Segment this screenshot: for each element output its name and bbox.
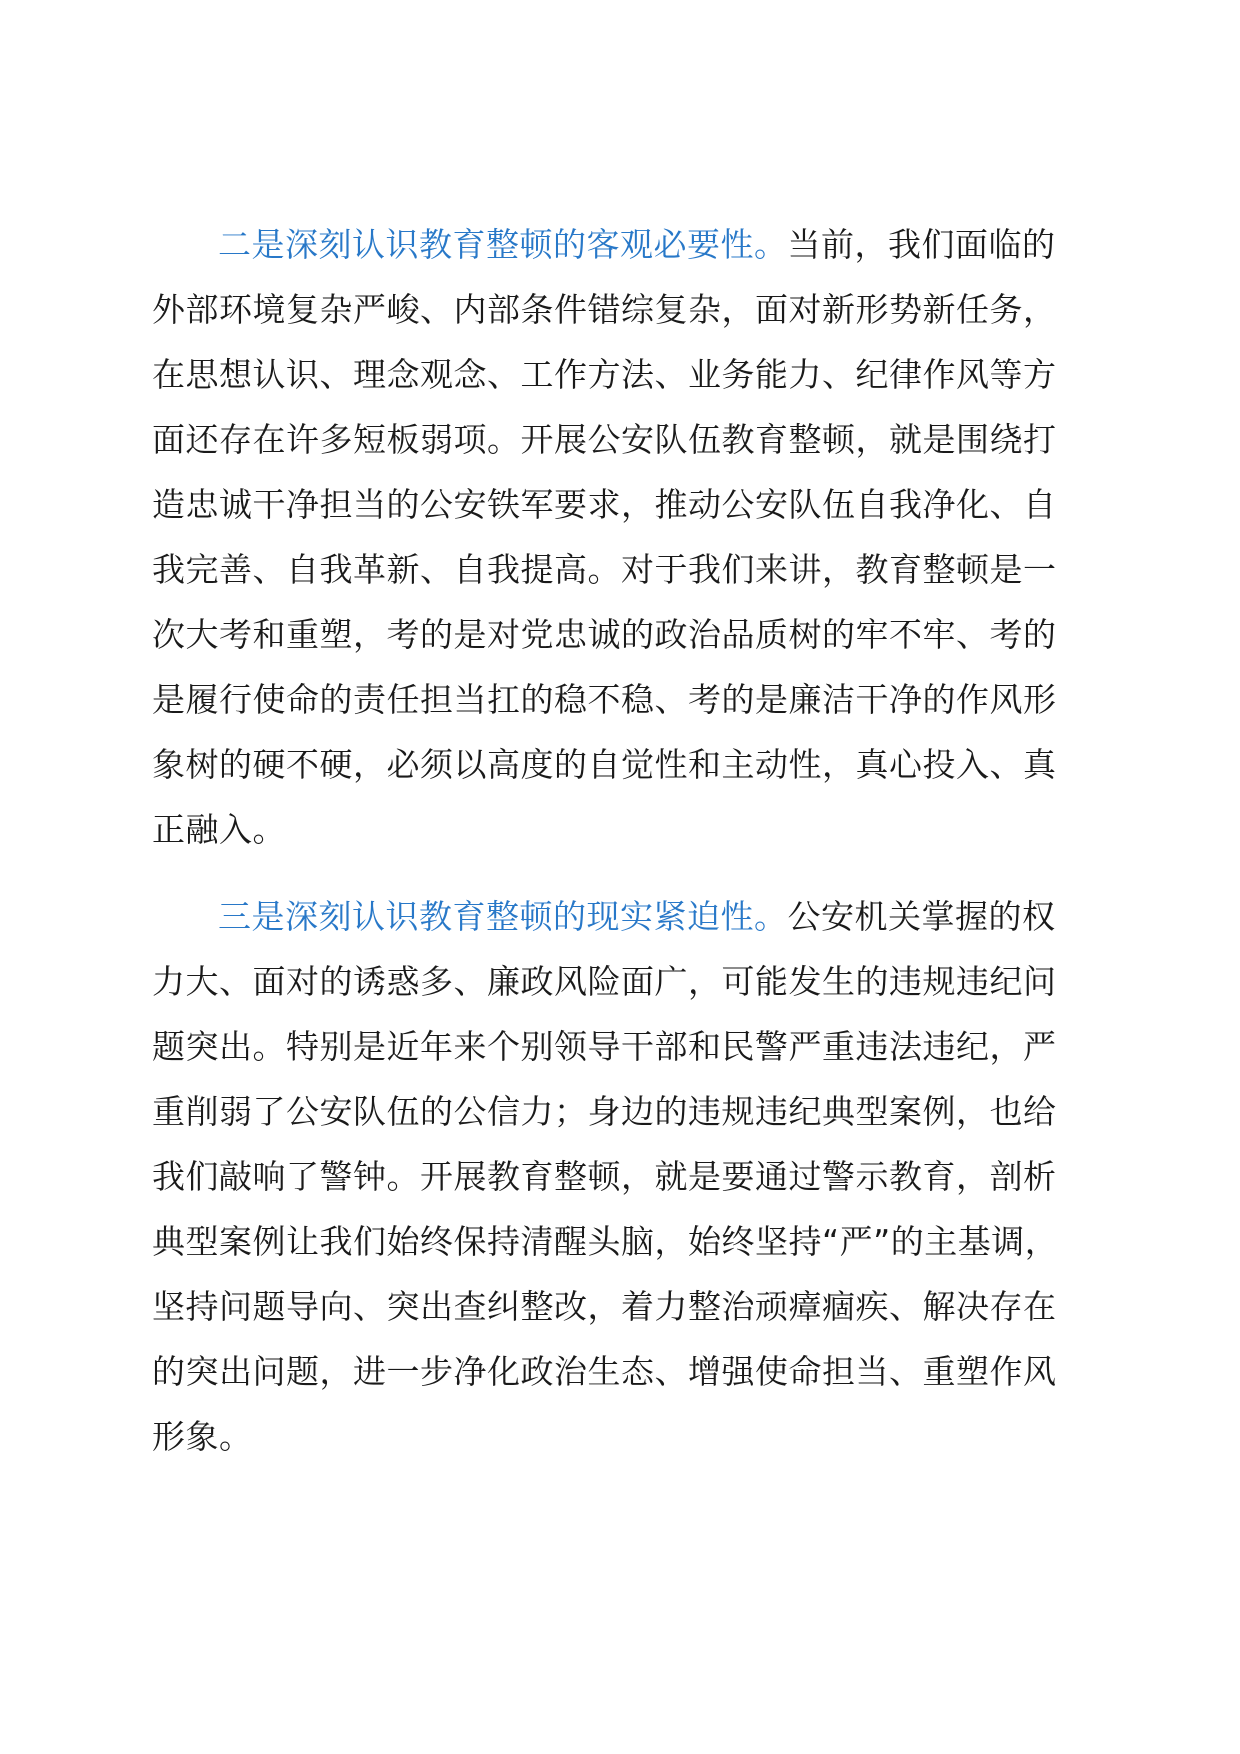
paragraph-line: 正融入。 <box>152 810 286 849</box>
paragraph-line: 我完善、自我革新、自我提高。对于我们来讲，教育整顿是一 <box>152 550 1057 589</box>
paragraph-line: 典型案例让我们始终保持清醒头脑，始终坚持“严”的主基调， <box>152 1222 1059 1261</box>
paragraph-line: 题突出。特别是近年来个别领导干部和民警严重违法违纪，严 <box>152 1027 1057 1066</box>
paragraph-lead-heading: 二是深刻认识教育整顿的客观必要性。 <box>218 225 788 264</box>
paragraph-line: 象树的硬不硬，必须以高度的自觉性和主动性，真心投入、真 <box>152 745 1057 784</box>
paragraph-line: 力大、面对的诱惑多、廉政风险面广，可能发生的违规违纪问 <box>152 962 1057 1001</box>
paragraph-line: 重削弱了公安队伍的公信力；身边的违规违纪典型案例，也给 <box>152 1092 1057 1131</box>
paragraph-practical-urgency <box>152 884 1100 1469</box>
paragraph-line: 形象。 <box>152 1417 253 1456</box>
paragraph-line: 面还存在许多短板弱项。开展公安队伍教育整顿，就是围绕打 <box>152 420 1057 459</box>
paragraph-text: 公安机关掌握的权 <box>787 897 1056 936</box>
paragraph-line: 造忠诚干净担当的公安铁军要求，推动公安队伍自我净化、自 <box>152 485 1057 524</box>
paragraph-line: 的突出问题，进一步净化政治生态、增强使命担当、重塑作风 <box>152 1352 1057 1391</box>
paragraph-line: 我们敲响了警钟。开展教育整顿，就是要通过警示教育，剖析 <box>152 1157 1057 1196</box>
paragraph-text: 当前，我们面临的 <box>787 225 1056 264</box>
paragraph-line: 在思想认识、理念观念、工作方法、业务能力、纪律作风等方 <box>152 355 1057 394</box>
paragraph-objective-necessity <box>152 212 1100 862</box>
paragraph-lead-heading: 三是深刻认识教育整顿的现实紧迫性。 <box>218 897 788 936</box>
paragraph-line: 次大考和重塑，考的是对党忠诚的政治品质树的牢不牢、考的 <box>152 615 1057 654</box>
document-body <box>152 212 1100 1469</box>
paragraph-line: 是履行使命的责任担当扛的稳不稳、考的是廉洁干净的作风形 <box>152 680 1057 719</box>
paragraph-line: 坚持问题导向、突出查纠整改，着力整治顽瘴痼疾、解决存在 <box>152 1287 1057 1326</box>
paragraph-line: 外部环境复杂严峻、内部条件错综复杂，面对新形势新任务， <box>152 290 1057 329</box>
